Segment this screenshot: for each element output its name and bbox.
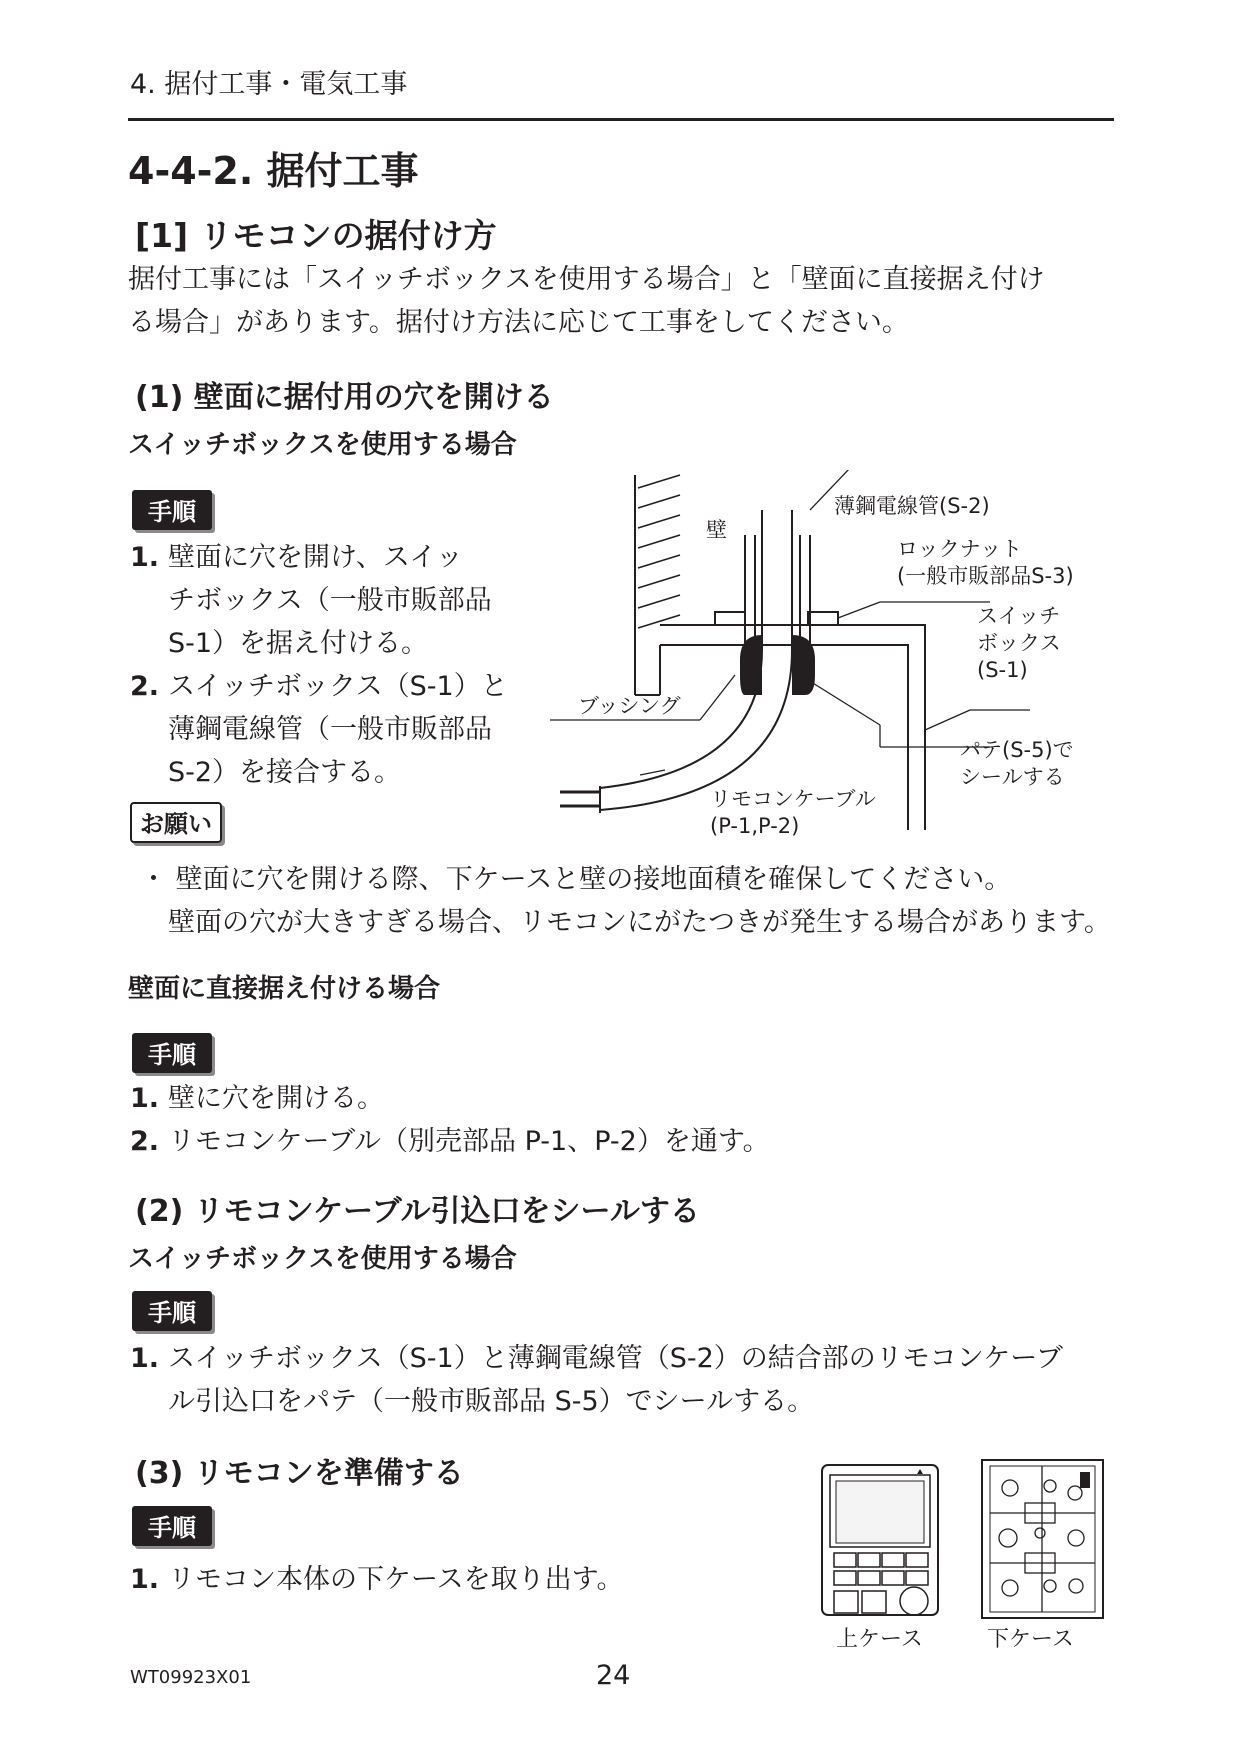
step2-title: (2) リモコンケーブル引込口をシールする <box>135 1194 700 1229</box>
chapter-header: 4. 据付工事・電気工事 <box>130 69 408 100</box>
notice-text: ・ 壁面に穴を開ける際、下ケースと壁の接地面積を確保してください。 壁面の穴が大きすぎる場合、リモコンにがたつきが発生する場合があります。 <box>140 864 1111 938</box>
label-putty: パテ(S-5)で シールする <box>960 738 1074 789</box>
step3-list <box>130 1558 624 1601</box>
step1-list: 1. 壁面に穴を開け、スイッ チボックス（一般市販部品 S-1）を据え付ける。 2. スイッチボックス（S-1）と 薄鋼電線管（一般市販部品 S-2）を接合する。 <box>130 536 508 794</box>
lower-case-caption: 下ケース <box>987 1627 1074 1652</box>
procedure-badge: 手順 <box>132 490 212 530</box>
list-item: 2. スイッチボックス（S-1）と <box>130 671 508 702</box>
lower-case-illustration <box>980 1458 1105 1620</box>
list-item: 1. 壁に穴を開ける。 <box>130 1083 384 1114</box>
step2-case-heading: スイッチボックスを使用する場合 <box>128 1244 517 1274</box>
page-number: 24 <box>596 1660 631 1691</box>
case-switch-box-heading: スイッチボックスを使用する場合 <box>128 430 517 460</box>
page-title: 4-4-2. 据付工事 <box>128 149 419 193</box>
upper-case-caption: 上ケース <box>836 1627 923 1652</box>
procedure-badge: 手順 <box>132 1506 212 1546</box>
label-wall: 壁 <box>706 518 727 542</box>
section-title: [1] リモコンの据付け方 <box>135 216 497 255</box>
step3-title: (3) リモコンを準備する <box>135 1456 464 1491</box>
list-item: 2. リモコンケーブル（別売部品 P-1、P-2）を通す。 <box>130 1126 770 1157</box>
step2-list: 1. スイッチボックス（S-1）と薄鋼電線管（S-2）の結合部のリモコンケーブ ル引込口をパテ（一般市販部品 S-5）でシールする。 <box>130 1337 1063 1423</box>
intro-text: 据付工事には「スイッチボックスを使用する場合」と「壁面に直接据え付け る場合」があります。据付け方法に応じて工事をしてください。 <box>128 264 1045 338</box>
direct-list <box>130 1077 770 1163</box>
header-rule <box>128 118 1114 121</box>
document-code: WT09923X01 <box>130 1667 252 1688</box>
case-direct-heading: 壁面に直接据え付ける場合 <box>128 974 441 1004</box>
label-conduit: 薄鋼電線管(S-2) <box>834 494 990 518</box>
procedure-badge: 手順 <box>132 1291 212 1331</box>
step1-title: (1) 壁面に据付用の穴を開ける <box>135 380 554 415</box>
notice-badge: お願い <box>130 802 222 843</box>
label-locknut: ロックナット (一般市販部品S-3) <box>897 537 1074 588</box>
label-switch-box: スイッチ ボックス (S-1) <box>977 604 1061 682</box>
label-bushing: ブッシング <box>578 694 681 718</box>
label-cable: リモコンケーブル (P-1,P-2) <box>710 787 876 838</box>
upper-case-illustration <box>820 1463 940 1618</box>
list-item: 1. リモコン本体の下ケースを取り出す。 <box>130 1564 624 1595</box>
list-item: 1. 壁面に穴を開け、スイッ <box>130 542 463 573</box>
list-item: 1. スイッチボックス（S-1）と薄鋼電線管（S-2）の結合部のリモコンケーブ <box>130 1343 1063 1374</box>
procedure-badge: 手順 <box>132 1033 212 1073</box>
